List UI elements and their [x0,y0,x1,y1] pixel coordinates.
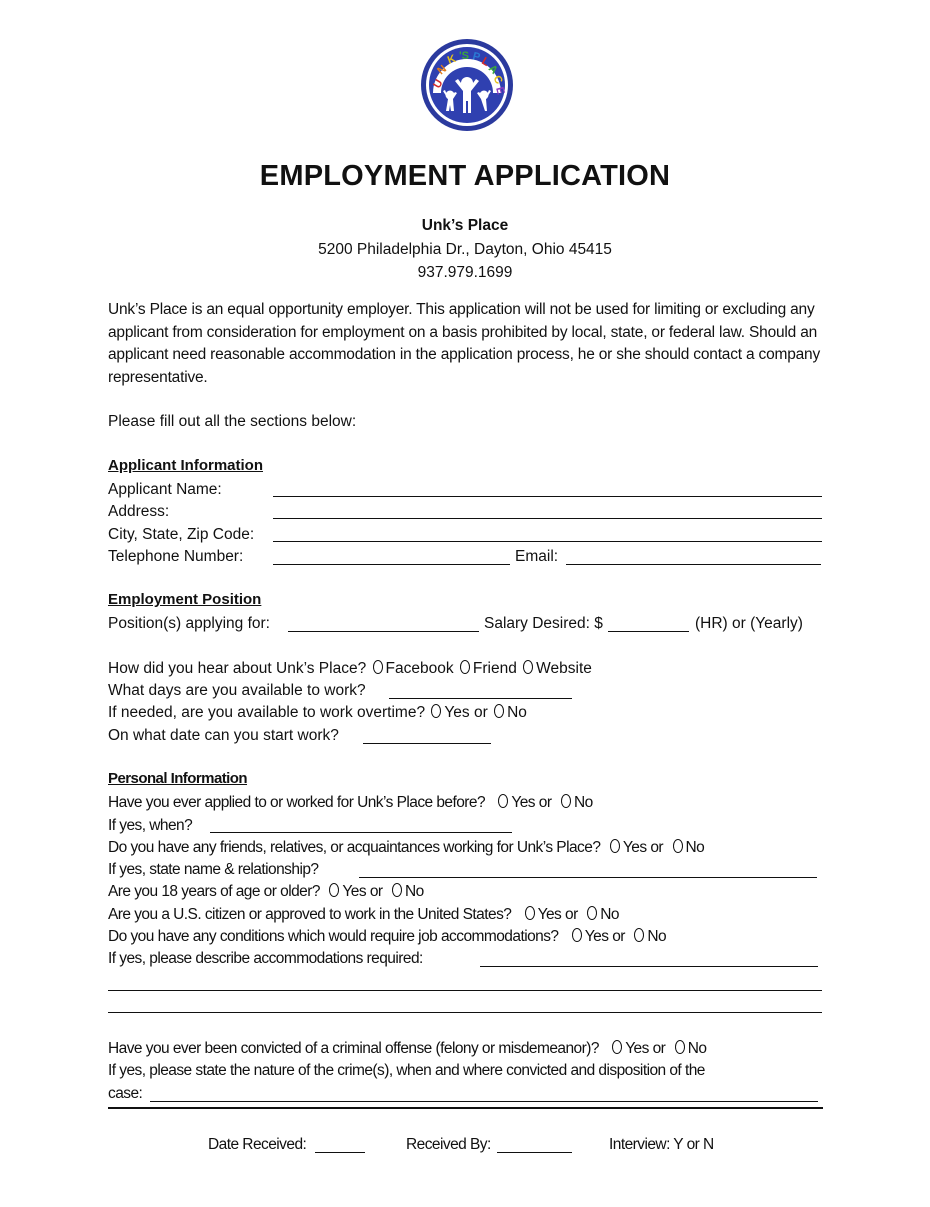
applied-before-row [108,792,593,814]
when-field[interactable] [210,832,512,833]
no-label: No [687,1040,707,1057]
start-date-field[interactable] [363,743,491,744]
interview-label: Interview: Y or N [609,1136,714,1153]
relationship-label: If yes, state name & relationship? [108,861,319,878]
logo-icon [419,37,515,133]
radio-citizen-yes[interactable] [525,906,535,920]
no-label: No [647,928,667,945]
company-logo [419,37,515,133]
yes-label: Yes or [342,883,383,900]
applicant-name-label: Applicant Name: [108,481,222,498]
accommodations-field-1[interactable] [480,966,818,967]
date-received-label: Date Received: [208,1136,307,1153]
option-facebook: Facebook [385,660,454,677]
radio-criminal-yes[interactable] [612,1040,622,1054]
hear-about-row [108,658,592,680]
svg-text:K: K [445,52,458,67]
citizen-row [108,904,619,926]
no-label: No [573,794,593,811]
citizen-label: Are you a U.S. citizen or approved to work in the United States? [108,906,512,923]
radio-applied-yes[interactable] [498,794,508,808]
svg-text:'S: 'S [459,50,469,62]
accommodations-field-2[interactable] [108,990,822,991]
city-state-zip-field[interactable] [273,541,822,542]
criminal-label: Have you ever been convicted of a criminal offense (felony or misdemeanor)? [108,1040,599,1057]
yes-label: Yes or [537,906,578,923]
yes-label: Yes or [622,839,663,856]
radio-age-yes[interactable] [329,883,339,897]
eeo-statement: Unk’s Place is an equal opportunity employer. This application will not be used for limiting or excluding any applicant from consideration for employment on a basis prohibited by local, state, or federal law. Should an applicant need reasonable accommodation in the application process, he or she should contact a company representative. [108,301,821,386]
overtime-row [108,702,527,724]
company-address: 5200 Philadelphia Dr., Dayton, Ohio 45415 [318,241,612,258]
criminal-row [108,1038,707,1060]
email-field[interactable] [566,564,821,565]
svg-text:N: N [435,62,450,78]
footer-divider [108,1107,823,1109]
case-field[interactable] [150,1101,818,1102]
start-date-label: On what date can you start work? [108,727,339,744]
option-website: Website [536,660,592,677]
salary-field[interactable] [608,631,689,632]
yes-label: Yes or [584,928,625,945]
section-heading-personal: Personal Information [108,770,248,787]
applicant-name-field[interactable] [273,496,822,497]
svg-text:A: A [485,62,500,77]
accommodations-field-3[interactable] [108,1012,822,1013]
age-row [108,881,424,903]
radio-conditions-no[interactable] [634,928,644,942]
friends-label: Do you have any friends, relatives, or acquaintances working for Unk’s Place? [108,839,601,856]
company-phone: 937.979.1699 [417,264,513,281]
company-name: Unk’s Place [421,217,509,234]
crime-detail-label: If yes, please state the nature of the crime(s), when and where convicted and disposition of the [108,1062,705,1079]
yes-label: Yes or [625,1040,666,1057]
date-received-field[interactable] [315,1152,365,1153]
radio-friends-yes[interactable] [610,839,620,853]
conditions-row [108,926,666,948]
no-label: No [507,704,527,721]
email-label: Email: [515,548,559,565]
no-label: No [685,839,705,856]
svg-text:E: E [493,85,507,96]
when-label: If yes, when? [108,817,193,834]
radio-criminal-no[interactable] [675,1040,685,1054]
days-available-field[interactable] [389,698,572,699]
radio-overtime-yes[interactable] [431,704,441,718]
telephone-label: Telephone Number: [108,548,244,565]
conditions-label: Do you have any conditions which would require job accommodations? [108,928,559,945]
overtime-label: If needed, are you available to work overtime? [108,704,426,721]
svg-text:L: L [479,55,492,69]
hear-about-label: How did you hear about Unk’s Place? [108,660,367,677]
radio-conditions-yes[interactable] [572,928,582,942]
section-heading-applicant: Applicant Information [108,457,263,474]
days-available-label: What days are you available to work? [108,682,366,699]
svg-text:U: U [431,77,446,91]
svg-text:P: P [471,50,482,64]
friends-row [108,837,704,859]
city-state-zip-label: City, State, Zip Code: [108,526,255,543]
radio-friend[interactable] [460,660,470,674]
received-by-field[interactable] [497,1152,572,1153]
salary-unit: (HR) or (Yearly) [695,615,803,632]
yes-label: Yes or [511,794,552,811]
position-field[interactable] [288,631,479,632]
radio-applied-no[interactable] [561,794,571,808]
radio-website[interactable] [523,660,533,674]
yes-label: Yes or [444,704,488,721]
radio-age-no[interactable] [392,883,402,897]
case-label: case: [108,1085,143,1102]
position-label: Position(s) applying for: [108,615,270,632]
age-label: Are you 18 years of age or older? [108,883,320,900]
no-label: No [600,906,619,923]
address-label: Address: [108,503,170,520]
applied-before-label: Have you ever applied to or worked for Unk’s Place before? [108,794,486,811]
radio-citizen-no[interactable] [587,906,597,920]
address-field[interactable] [273,518,822,519]
option-friend: Friend [472,660,517,677]
svg-text:C: C [490,73,505,87]
radio-facebook[interactable] [373,660,383,674]
no-label: No [405,883,424,900]
salary-label: Salary Desired: $ [484,615,603,632]
telephone-field[interactable] [273,564,510,565]
relationship-field[interactable] [359,877,817,878]
instruction-text: Please fill out all the sections below: [108,413,357,430]
radio-friends-no[interactable] [673,839,683,853]
page-title: EMPLOYMENT APPLICATION [259,160,671,192]
received-by-label: Received By: [406,1136,491,1153]
section-heading-employment: Employment Position [108,591,262,608]
radio-overtime-no[interactable] [494,704,504,718]
accommodations-label: If yes, please describe accommodations required: [108,950,423,967]
